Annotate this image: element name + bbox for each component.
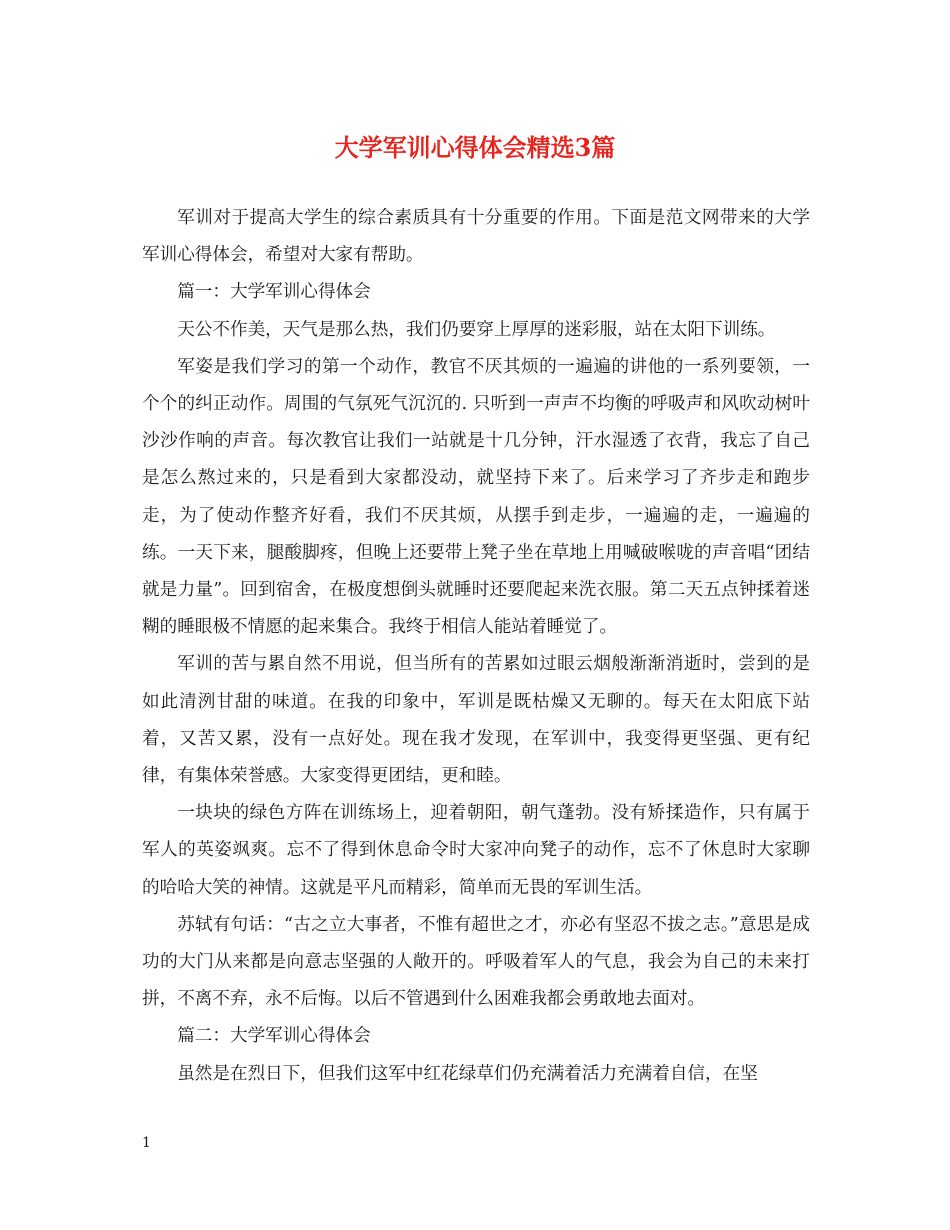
paragraph: 军姿是我们学习的第一个动作，教官不厌其烦的一遍遍的讲他的一系列要领，一个个的纠正动作。周围的气氛死气沉沉的. 只听到一声声不均衡的呼吸声和风吹动树叶沙沙作响的声音。每次教官让我们一站就是十几分钟，汗水湿透了衣背，我忘了自己是怎么熬过来的，只是看到大家都没动，就坚持下来了。后来学习了齐步走和跑步走，为了使动作整齐好看，我们不厌其烦，从摆手到走步，一遍遍的走，一遍遍的练。一天下来，腿酸脚疼，但晚上还要带上凳子坐在草地上用喊破喉咙的声音唱“团结就是力量”。回到宿舍，在极度想倒头就睡时还要爬起来洗衣服。第二天五点钟揉着迷糊的睡眼极不情愿的起来集合。我终于相信人能站着睡觉了。 bbox=[142, 356, 810, 638]
paragraph: 虽然是在烈日下，但我们这军中红花绿草们仍充满着活力充满着自信，在坚 bbox=[177, 1063, 758, 1084]
paragraph-intro: 军训对于提高大学生的综合素质具有十分重要的作用。下面是范文网带来的大学军训心得体会，希望对大家有帮助。 bbox=[142, 208, 810, 266]
section-heading-2: 篇二：大学军训心得体会 bbox=[177, 1026, 371, 1047]
paragraph: 军训的苦与累自然不用说，但当所有的苦累如过眼云烟般渐渐消逝时，尝到的是如此清洌甘甜的味道。在我的印象中，军训是既枯燥又无聊的。每天在太阳底下站着，又苦又累，没有一点好处。现在我才发现，在军训中，我变得更坚强、更有纪律，有集体荣誉感。大家变得更团结，更和睦。 bbox=[142, 654, 810, 787]
paragraph: 天公不作美，天气是那么热，我们仍要穿上厚厚的迷彩服，站在太阳下训练。 bbox=[177, 319, 776, 340]
paragraph-quote: 苏轼有句话：“古之立大事者，不惟有超世之才，亦必有坚忍不拔之志。”意思是成功的大门从来都是向意志坚强的人敞开的。呼吸着军人的气息，我会为自己的未来打拼，不离不弃，永不后悔。以后不管遇到什么困难我都会勇敢地去面对。 bbox=[142, 914, 810, 1010]
document-body bbox=[142, 200, 810, 1093]
section-heading-1: 篇一：大学军训心得体会 bbox=[177, 282, 371, 303]
paragraph: 一块块的绿色方阵在训练场上，迎着朝阳，朝气蓬勃。没有矫揉造作，只有属于军人的英姿飒爽。忘不了得到休息命令时大家冲向凳子的动作，忘不了休息时大家聊的哈哈大笑的神情。这就是平凡而精彩，简单而无畏的军训生活。 bbox=[142, 803, 810, 898]
page-number: 1 bbox=[142, 1135, 151, 1151]
page-title: 大学军训心得体会精选3篇 bbox=[334, 133, 616, 162]
